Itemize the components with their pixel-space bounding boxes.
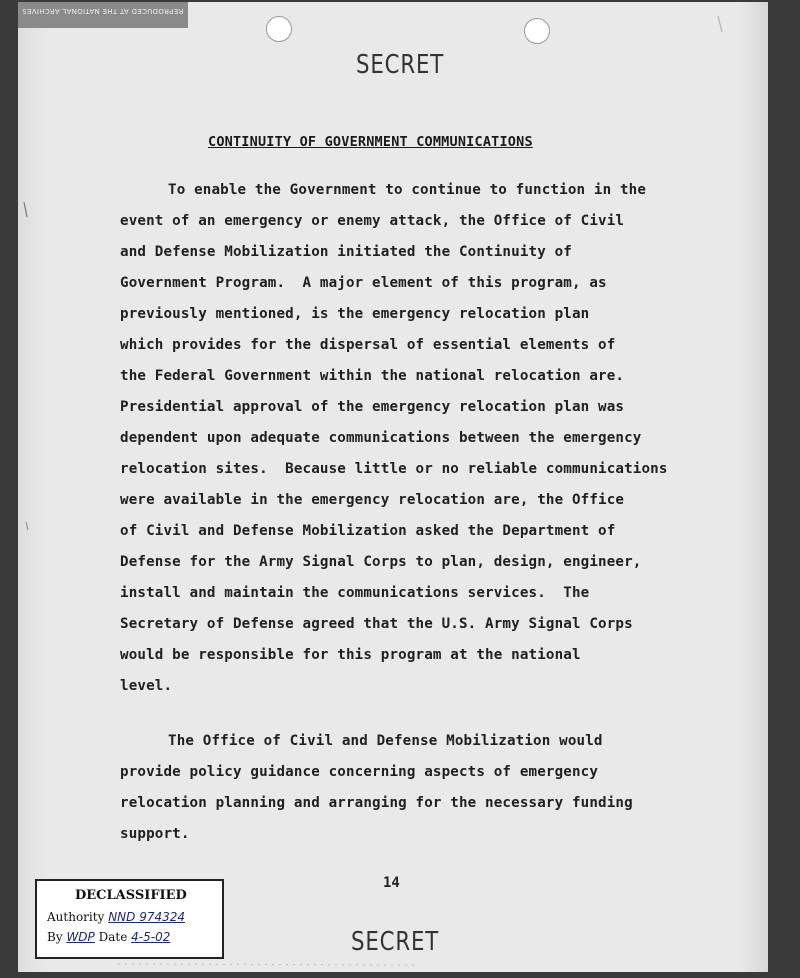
text-line: relocation sites. Because little or no reliable communications [120, 461, 668, 477]
page-number: 14 [383, 875, 400, 891]
classification-bottom: SECRET [351, 927, 440, 957]
classification-top: SECRET [356, 50, 445, 80]
date-value: 4-5-02 [131, 930, 171, 944]
scan-marks [18, 2, 768, 972]
document-page [18, 2, 768, 972]
text-line: install and maintain the communications services. The [120, 585, 590, 601]
text-line: event of an emergency or enemy attack, the Office of Civil [120, 213, 625, 229]
scan-mark [24, 202, 27, 217]
text-line: The Office of Civil and Defense Mobilization would [168, 733, 603, 749]
text-line: Secretary of Defense agreed that the U.S. Army Signal Corps [120, 616, 633, 632]
text-line: were available in the emergency relocation are, the Office [120, 492, 625, 508]
authority-value: NND 974324 [108, 910, 186, 924]
by-label: By [47, 930, 63, 944]
text-line: provide policy guidance concerning aspects of emergency [120, 764, 599, 780]
text-line: relocation planning and arranging for the necessary funding [120, 795, 633, 811]
text-line: which provides for the dispersal of essential elements of [120, 337, 616, 353]
text-line: Government Program. A major element of this program, as [120, 275, 607, 291]
text-line: level. [120, 678, 173, 694]
text-line: and Defense Mobilization initiated the Continuity of [120, 244, 572, 260]
by-value: WDP [66, 930, 95, 944]
authority-label: Authority [47, 910, 105, 924]
scan-mark [718, 16, 722, 32]
text-line: support. [120, 826, 190, 842]
declassified-heading: DECLASSIFIED [75, 888, 187, 903]
text-line: previously mentioned, is the emergency relocation plan [120, 306, 590, 322]
text-line: Presidential approval of the emergency relocation plan was [120, 399, 625, 415]
reproduction-stamp: REPRODUCED AT THE NATIONAL ARCHIVES [22, 7, 184, 15]
text-line: would be responsible for this program at the national [120, 647, 581, 663]
text-line: dependent upon adequate communications between the emergency [120, 430, 642, 446]
text-line: of Civil and Defense Mobilization asked the Department of [120, 523, 616, 539]
text-line: the Federal Government within the national relocation are. [120, 368, 625, 384]
text-line: Defense for the Army Signal Corps to plan, design, engineer, [120, 554, 642, 570]
date-label: Date [98, 930, 128, 944]
text-line: To enable the Government to continue to function in the [168, 182, 647, 198]
scan-mark [26, 522, 28, 530]
document-title: CONTINUITY OF GOVERNMENT COMMUNICATIONS [208, 134, 533, 150]
scan-mark [118, 964, 418, 965]
